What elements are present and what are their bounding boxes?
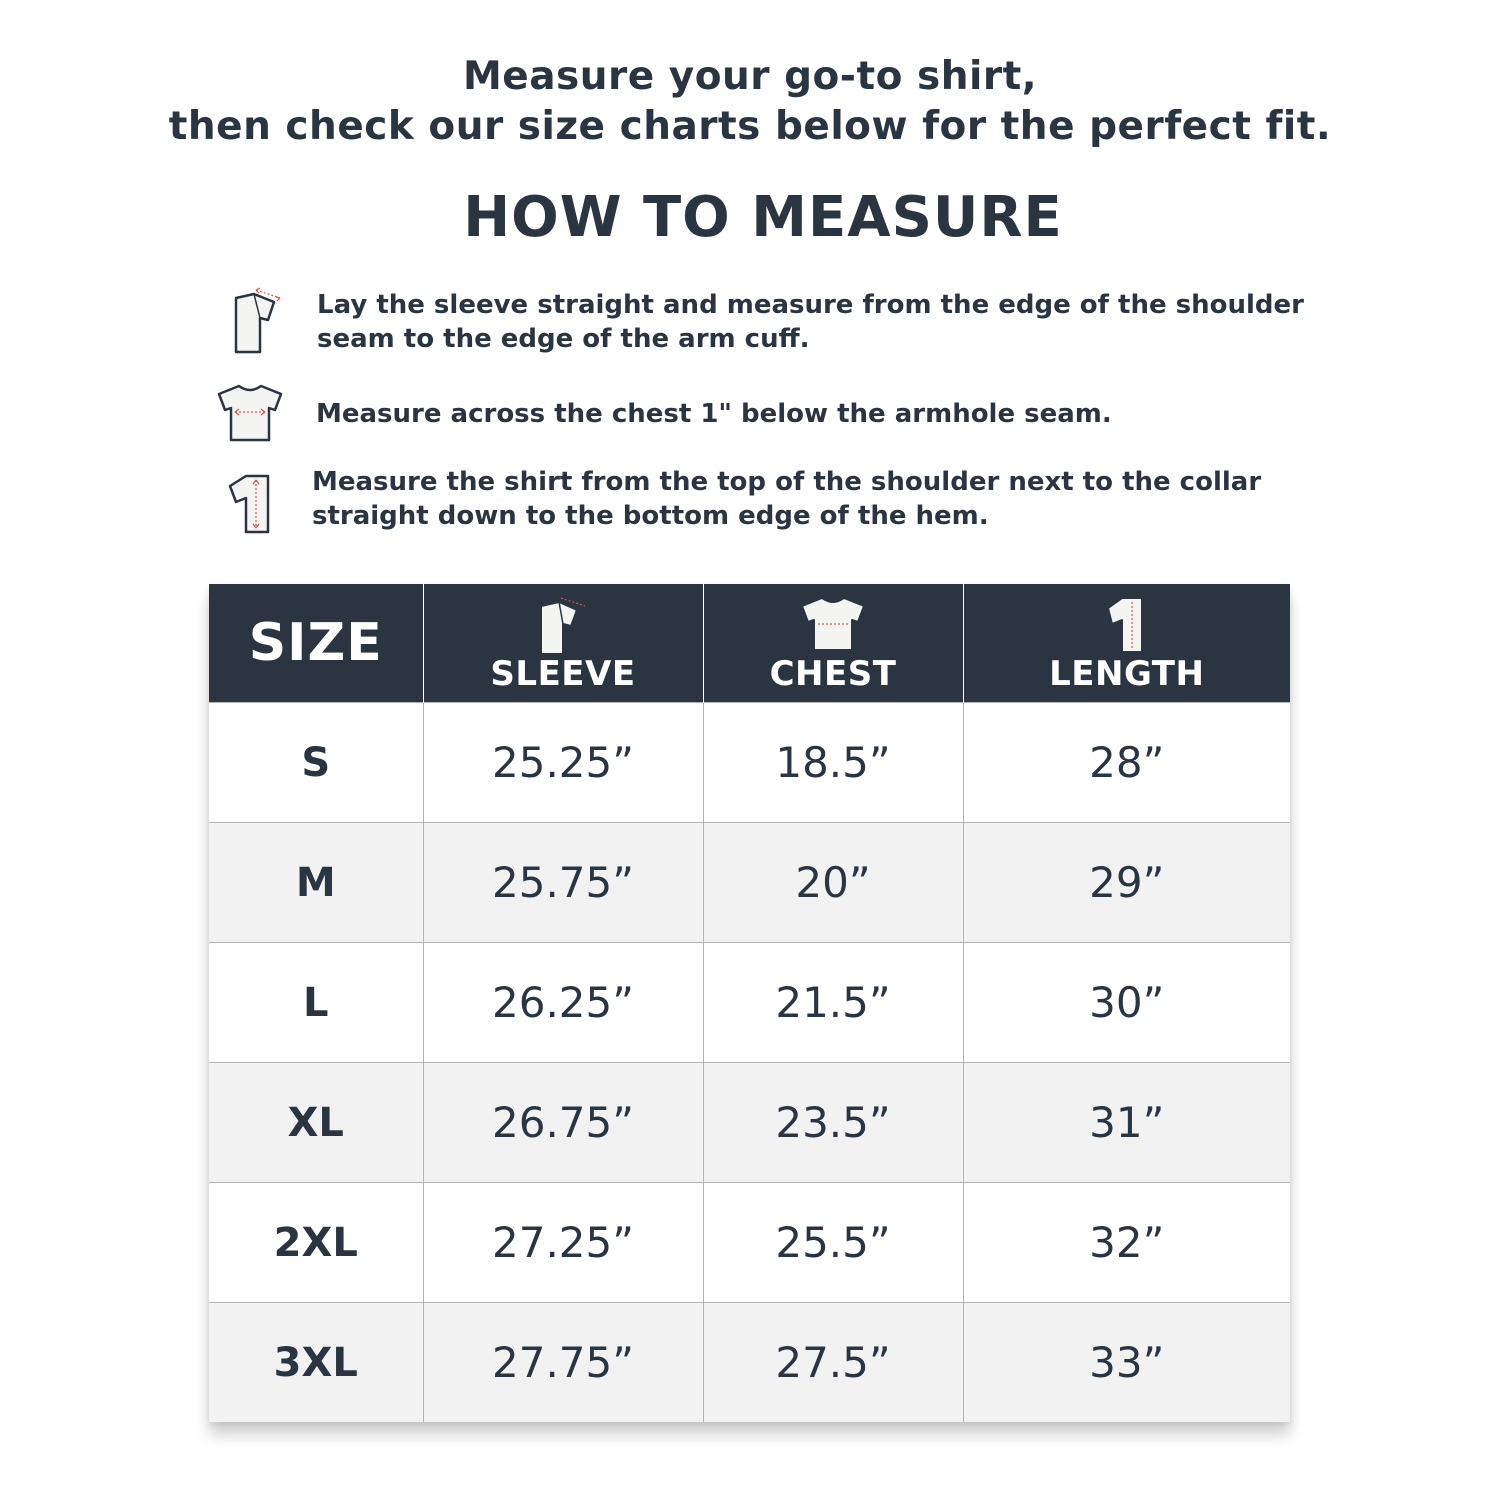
table-row bbox=[209, 823, 1290, 943]
length-cell: 29” bbox=[963, 823, 1290, 943]
chest-cell: 18.5” bbox=[703, 703, 963, 823]
size-cell: XL bbox=[209, 1063, 423, 1183]
table-row bbox=[209, 703, 1290, 823]
chest-cell: 23.5” bbox=[703, 1063, 963, 1183]
header-size bbox=[209, 584, 423, 703]
chest-shirt-icon bbox=[215, 382, 285, 444]
length-cell: 31” bbox=[963, 1063, 1290, 1183]
header-length bbox=[963, 584, 1290, 703]
sleeve-cell: 27.25” bbox=[423, 1183, 703, 1303]
step-sleeve-line-1: Lay the sleeve straight and measure from the edge of the shoulder bbox=[317, 290, 1304, 320]
chest-shirt-icon bbox=[798, 594, 868, 654]
step-length-line-2: straight down to the bottom edge of the hem. bbox=[312, 501, 989, 531]
step-chest-line-1: Measure across the chest 1" below the armhole seam. bbox=[316, 399, 1112, 429]
step-sleeve-text bbox=[317, 288, 1304, 356]
intro-line-1: Measure your go-to shirt, bbox=[462, 54, 1038, 99]
length-cell: 33” bbox=[963, 1303, 1290, 1423]
sleeve-cell: 26.75” bbox=[423, 1063, 703, 1183]
sleeve-cell: 27.75” bbox=[423, 1303, 703, 1423]
size-cell: L bbox=[209, 943, 423, 1063]
sleeve-shirt-icon bbox=[228, 286, 286, 358]
size-cell: M bbox=[209, 823, 423, 943]
length-cell: 28” bbox=[963, 703, 1290, 823]
sleeve-cell: 25.25” bbox=[423, 703, 703, 823]
header-chest-label: CHEST bbox=[769, 654, 897, 694]
size-table bbox=[209, 584, 1290, 1422]
table-row bbox=[209, 1063, 1290, 1183]
header-sleeve bbox=[423, 584, 703, 703]
size-cell: 2XL bbox=[209, 1183, 423, 1303]
sleeve-shirt-icon bbox=[533, 594, 593, 658]
table-row bbox=[209, 1303, 1290, 1423]
intro-text bbox=[0, 52, 1500, 152]
step-length-line-1: Measure the shirt from the top of the shoulder next to the collar bbox=[312, 467, 1262, 497]
length-shirt-icon bbox=[1102, 594, 1152, 656]
step-sleeve-line-2: seam to the edge of the arm cuff. bbox=[317, 324, 810, 354]
length-cell: 32” bbox=[963, 1183, 1290, 1303]
sleeve-cell: 25.75” bbox=[423, 823, 703, 943]
table-row bbox=[209, 1183, 1290, 1303]
chest-cell: 25.5” bbox=[703, 1183, 963, 1303]
size-chart bbox=[209, 584, 1290, 1421]
table-header-row bbox=[209, 584, 1290, 703]
step-length-text bbox=[312, 465, 1261, 533]
chest-cell: 27.5” bbox=[703, 1303, 963, 1423]
intro-line-2: then check our size charts below for the perfect fit. bbox=[168, 104, 1332, 149]
step-chest-text bbox=[316, 397, 1112, 431]
table-row bbox=[209, 943, 1290, 1063]
header-size-label: SIZE bbox=[248, 613, 383, 673]
size-cell: S bbox=[209, 703, 423, 823]
header-length-label: LENGTH bbox=[1049, 654, 1205, 694]
chest-cell: 21.5” bbox=[703, 943, 963, 1063]
sleeve-cell: 26.25” bbox=[423, 943, 703, 1063]
how-to-title: HOW TO MEASURE bbox=[463, 185, 1063, 250]
length-shirt-icon bbox=[224, 470, 280, 536]
length-cell: 30” bbox=[963, 943, 1290, 1063]
header-chest bbox=[703, 584, 963, 703]
size-cell: 3XL bbox=[209, 1303, 423, 1423]
header-sleeve-label: SLEEVE bbox=[490, 654, 636, 694]
chest-cell: 20” bbox=[703, 823, 963, 943]
